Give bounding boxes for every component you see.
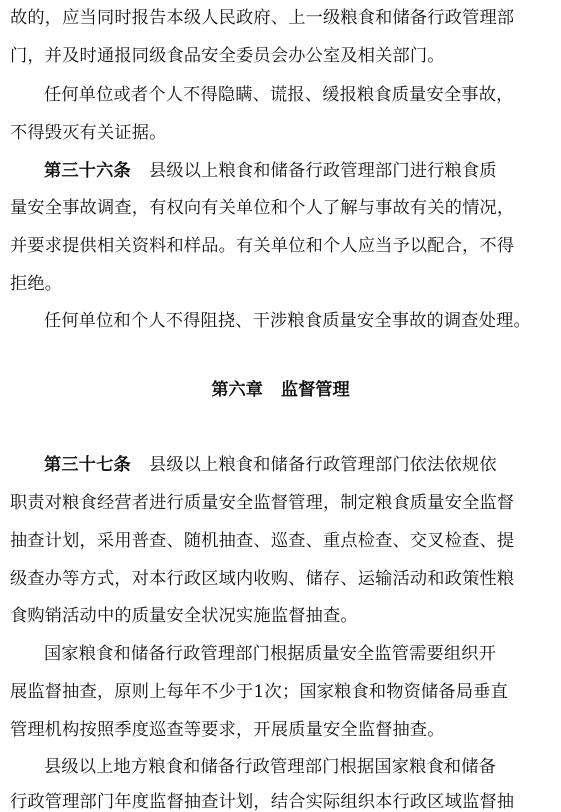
text-line: 不得毁灭有关证据。 bbox=[10, 123, 167, 143]
chapter-number: 第六章 bbox=[211, 380, 263, 400]
article-number: 第三十七条 bbox=[44, 455, 131, 475]
paragraph-start: 国家粮食和储备行政管理部门根据质量安全监管需要组织开 bbox=[44, 644, 497, 664]
text-line: 故的，应当同时报告本级人民政府、上一级粮食和储备行政管理部 bbox=[10, 8, 515, 28]
article-text: 县级以上粮食和储备行政管理部门依法依规依 bbox=[148, 455, 497, 475]
chapter-title: 监督管理 bbox=[280, 380, 350, 400]
text-line: 管理机构按照季度巡查等要求，开展质量安全监督抽查。 bbox=[10, 720, 445, 740]
text-line: 并要求提供相关资料和样品。有关单位和个人应当予以配合，不得 bbox=[10, 236, 515, 256]
text-line: 级查办等方式，对本行政区域内收购、储存、运输活动和政策性粮 bbox=[10, 569, 515, 589]
chapter-heading bbox=[0, 380, 561, 400]
article-36-line bbox=[44, 161, 555, 181]
text-line: 门，并及时通报同级食品安全委员会办公室及相关部门。 bbox=[10, 46, 445, 66]
text-line: 职责对粮食经营者进行质量安全监督管理，制定粮食质量安全监督 bbox=[10, 493, 515, 513]
article-37-line bbox=[44, 455, 555, 475]
paragraph-start: 任何单位和个人不得阻挠、干涉粮食质量安全事故的调查处理。 bbox=[44, 311, 531, 331]
text-line: 行政管理部门年度监督抽查计划，结合实际组织本行政区域监督抽 bbox=[10, 792, 515, 812]
text-line: 抽查计划，采用普查、随机抽查、巡查、重点检查、交叉检查、提 bbox=[10, 531, 515, 551]
paragraph-start: 县级以上地方粮食和储备行政管理部门根据国家粮食和储备 bbox=[44, 757, 497, 777]
text-line: 量安全事故调查，有权向有关单位和个人了解与事故有关的情况， bbox=[10, 198, 515, 218]
text-line: 拒绝。 bbox=[10, 274, 63, 294]
text-line: 食购销活动中的质量安全状况实施监督抽查。 bbox=[10, 606, 358, 626]
text-line: 展监督抽查，原则上每年不少于1次；国家粮食和物资储备局垂直 bbox=[10, 682, 508, 702]
article-text: 县级以上粮食和储备行政管理部门进行粮食质 bbox=[148, 161, 497, 181]
article-number: 第三十六条 bbox=[44, 161, 131, 181]
paragraph-start: 任何单位或者个人不得隐瞒、谎报、缓报粮食质量安全事故， bbox=[44, 85, 514, 105]
